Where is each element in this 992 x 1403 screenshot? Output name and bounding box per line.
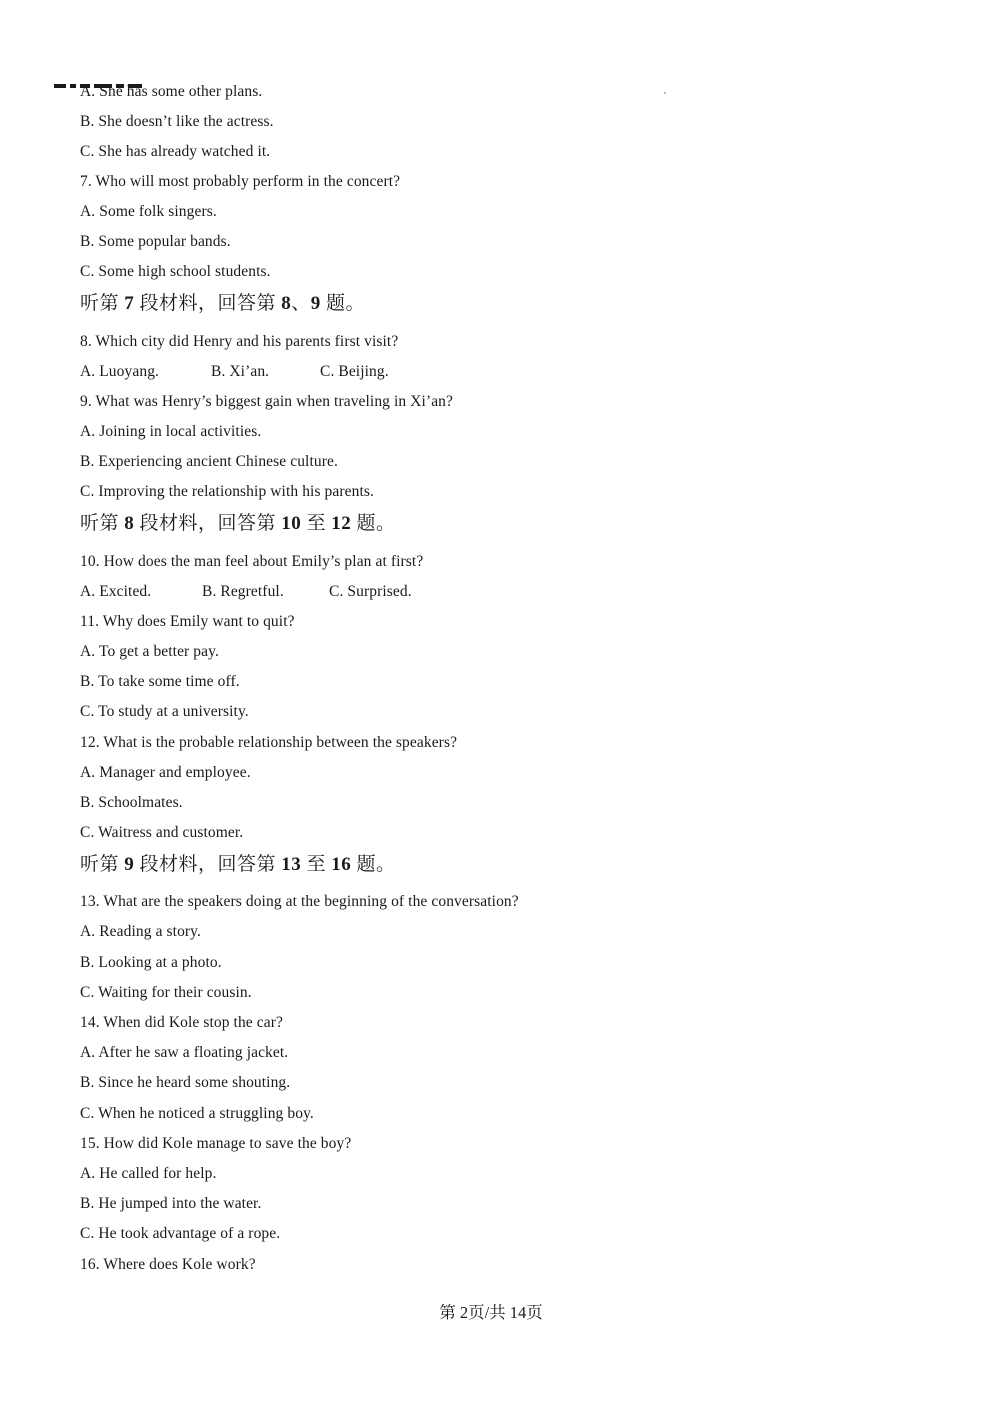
- q9-option-b: B. Experiencing ancient Chinese culture.: [80, 453, 338, 470]
- q13-option-a: A. Reading a story.: [80, 923, 201, 940]
- q7-option-a: A. Some folk singers.: [80, 203, 217, 220]
- q8-option-b: B. Xi’an.: [211, 363, 270, 380]
- q8-question: 8. Which city did Henry and his parents first visit?: [80, 333, 399, 350]
- section-text: 听第: [80, 293, 125, 314]
- section-text: 题。: [320, 293, 366, 314]
- q12-question: 12. What is the probable relationship between the speakers?: [80, 734, 458, 751]
- section-text: 段材料，回答第: [134, 513, 282, 534]
- q16-question: 16. Where does Kole work?: [80, 1256, 256, 1273]
- q15-option-b: B. He jumped into the water.: [80, 1195, 262, 1212]
- section-text: 段材料，回答第: [134, 293, 282, 314]
- question-range-end: 16: [331, 854, 352, 875]
- q14-question: 14. When did Kole stop the car?: [80, 1014, 283, 1031]
- question-range-start: 13: [281, 854, 302, 875]
- q10-question: 10. How does the man feel about Emily’s plan at first?: [80, 553, 424, 570]
- section-separator: 、: [291, 293, 311, 314]
- question-range-end: 12: [331, 513, 352, 534]
- section-text: 听第: [80, 854, 125, 875]
- question-range-end: 9: [310, 293, 321, 314]
- q9-question: 9. What was Henry’s biggest gain when traveling in Xi’an?: [80, 393, 454, 410]
- q6-option-c: C. She has already watched it.: [80, 143, 271, 160]
- q14-option-a: A. After he saw a floating jacket.: [80, 1044, 289, 1061]
- q10-option-c: C. Surprised.: [329, 583, 412, 600]
- scan-speck: [664, 92, 666, 94]
- q13-option-b: B. Looking at a photo.: [80, 954, 222, 971]
- section-text: 题。: [351, 513, 396, 534]
- section-text: 题。: [351, 854, 396, 875]
- section-text: 听第: [80, 513, 125, 534]
- section-heading-9: [80, 853, 396, 877]
- q8-options: [80, 362, 389, 382]
- q11-option-c: C. To study at a university.: [80, 703, 249, 720]
- q13-option-c: C. Waiting for their cousin.: [80, 984, 252, 1001]
- question-range-start: 8: [281, 293, 292, 314]
- section-number: 8: [124, 513, 135, 534]
- section-heading-7: [80, 292, 365, 316]
- q10-option-b: B. Regretful.: [202, 583, 284, 600]
- q15-option-c: C. He took advantage of a rope.: [80, 1225, 281, 1242]
- q10-option-a: A. Excited.: [80, 583, 152, 600]
- q12-option-a: A. Manager and employee.: [80, 764, 251, 781]
- q11-option-a: A. To get a better pay.: [80, 643, 219, 660]
- q13-question: 13. What are the speakers doing at the beginning of the conversation?: [80, 893, 519, 910]
- q8-option-a: A. Luoyang.: [80, 363, 160, 380]
- q12-option-c: C. Waitress and customer.: [80, 824, 244, 841]
- q11-option-b: B. To take some time off.: [80, 673, 240, 690]
- q7-option-b: B. Some popular bands.: [80, 233, 231, 250]
- q14-option-c: C. When he noticed a struggling boy.: [80, 1105, 314, 1122]
- q8-option-c: C. Beijing.: [320, 363, 389, 380]
- q9-option-c: C. Improving the relationship with his parents.: [80, 483, 374, 500]
- q7-question: 7. Who will most probably perform in the concert?: [80, 173, 401, 190]
- question-range-start: 10: [281, 513, 302, 534]
- q6-option-b: B. She doesn’t like the actress.: [80, 113, 274, 130]
- q15-question: 15. How did Kole manage to save the boy?: [80, 1135, 352, 1152]
- q11-question: 11. Why does Emily want to quit?: [80, 613, 295, 630]
- section-number: 9: [124, 854, 135, 875]
- section-separator: 至: [301, 854, 332, 875]
- section-number: 7: [124, 293, 135, 314]
- q12-option-b: B. Schoolmates.: [80, 794, 183, 811]
- page-number-footer: 第 2页/共 14页: [439, 1303, 543, 1322]
- section-heading-8: [80, 512, 396, 536]
- q7-option-c: C. Some high school students.: [80, 263, 271, 280]
- q14-option-b: B. Since he heard some shouting.: [80, 1074, 291, 1091]
- q9-option-a: A. Joining in local activities.: [80, 423, 262, 440]
- section-text: 段材料，回答第: [134, 854, 282, 875]
- q10-options: [80, 582, 412, 602]
- q6-option-a: A. She has some other plans.: [80, 83, 263, 100]
- q15-option-a: A. He called for help.: [80, 1165, 217, 1182]
- section-separator: 至: [301, 513, 332, 534]
